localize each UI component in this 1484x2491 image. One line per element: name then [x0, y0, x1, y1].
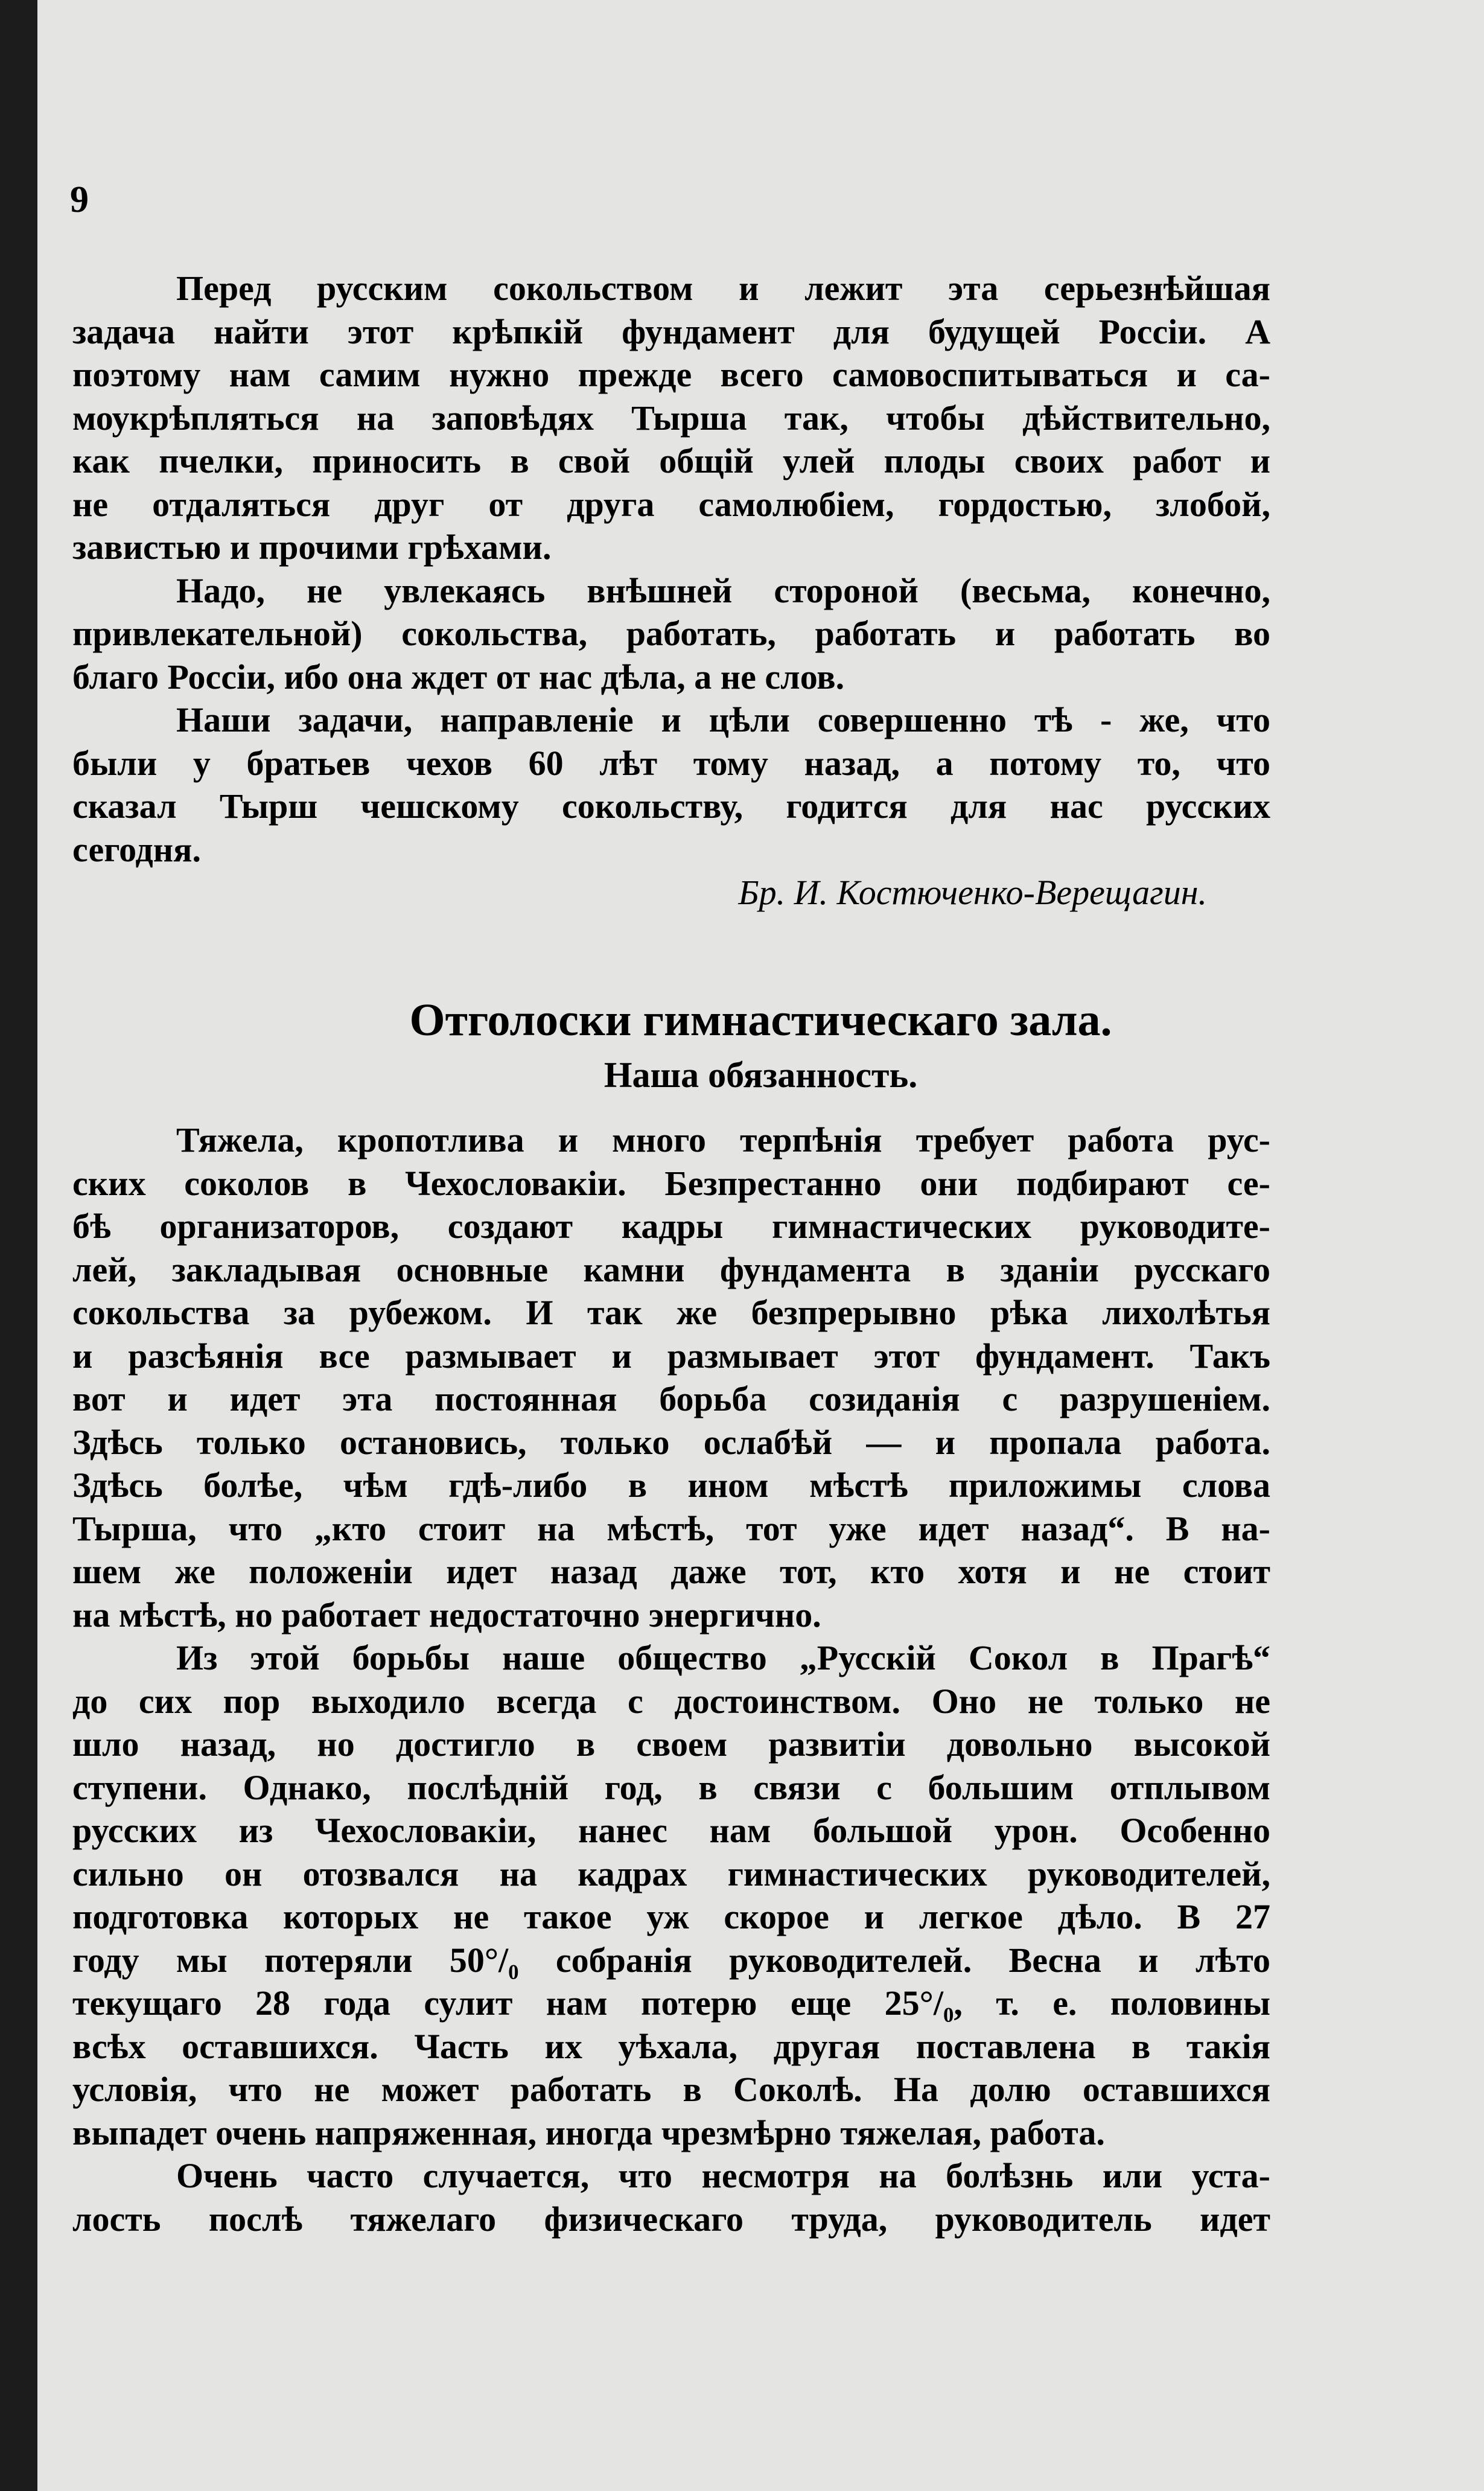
text-line: выпадет очень напряженная, иногда чрезмѣрно тяжелая, работа.: [72, 2113, 1105, 2152]
text-line: году мы потеряли 50°/₀ собранія руководителей. Весна и лѣто: [72, 1940, 1270, 1980]
text-line: до сих пор выходило всегда с достоинством. Оно не только не: [72, 1681, 1270, 1721]
paragraph: [72, 1636, 1270, 2154]
intro-article: [72, 267, 1270, 914]
page-number: 9: [70, 179, 89, 220]
text-line: условія, что не может работать в Соколѣ. На долю оставшихся: [72, 2070, 1270, 2109]
text-line: Очень часто случается, что несмотря на болѣзнь или уста-: [176, 2156, 1270, 2195]
text-line: Здѣсь только остановись, только ослабѣй — и пропала работа.: [72, 1422, 1270, 1462]
text-line: Надо, не увлекаясь внѣшней стороной (весьма, конечно,: [176, 570, 1270, 610]
text-line: ступени. Однако, послѣдній год, в связи с большим отплывом: [72, 1767, 1270, 1807]
text-line: сказал Тырш чешскому сокольству, годится для нас русских: [72, 786, 1270, 826]
text-line: Здѣсь болѣе, чѣм гдѣ-либо в ином мѣстѣ приложимы слова: [72, 1466, 1270, 1505]
text-line: моукрѣпляться на заповѣдях Тырша так, чтобы дѣйствительно,: [72, 398, 1270, 438]
text-line: всѣх оставшихся. Часть их уѣхала, другая поставлена в такія: [72, 2026, 1270, 2066]
text-line: шло назад, но достигло в своем развитіи довольно высокой: [72, 1724, 1270, 1764]
text-line: сокольства за рубежом. И так же безпрерывно рѣка лихолѣтья: [72, 1293, 1270, 1332]
text-line: подготовка которых не такое уж скорое и легкое дѣло. В 27: [72, 1897, 1270, 1936]
paragraph: [72, 2154, 1270, 2241]
section-title: Отголоски гимнастическаго зала.: [409, 995, 1112, 1045]
text-line: Наши задачи, направленіе и цѣли совершенно тѣ - же, что: [176, 700, 1270, 739]
text-line: бѣ организаторов, создают кадры гимнастических руководите-: [72, 1207, 1270, 1246]
text-line: завистью и прочими грѣхами.: [72, 528, 552, 567]
text-line: не отдаляться друг от друга самолюбіем, гордостью, злобой,: [72, 484, 1270, 524]
text-line: вот и идет эта постоянная борьба созиданія с разрушеніем.: [72, 1379, 1270, 1418]
text-line: поэтому нам самим нужно прежде всего самовоспитываться и са-: [72, 355, 1270, 394]
text-line: привлекательной) сокольства, работать, работать и работать во: [72, 614, 1270, 653]
text-line: Тырша, что „кто стоит на мѣстѣ, тот уже идет назад“. В на-: [72, 1508, 1270, 1548]
text-line: Перед русским сокольством и лежит эта серьезнѣйшая: [176, 269, 1270, 308]
text-line: задача найти этот крѣпкій фундамент для будущей Россіи. А: [72, 311, 1270, 351]
text-line: благо Россіи, ибо она ждет от нас дѣла, а не слов.: [72, 657, 845, 697]
paragraph: [72, 267, 1270, 569]
text-line: ских соколов в Чехословакіи. Безпрестанно они подбирают се-: [72, 1163, 1270, 1203]
text-line: русских из Чехословакіи, нанес нам большой урон. Особенно: [72, 1811, 1270, 1850]
text-line: сегодня.: [72, 829, 202, 869]
section-article: [72, 1118, 1270, 2241]
text-line: как пчелки, приносить в свой общій улей плоды своих работ и: [72, 441, 1270, 480]
author-signature: Бр. И. Костюченко-Верещагин.: [738, 873, 1207, 912]
text-line: лей, закладывая основные камни фундамента в зданіи русскаго: [72, 1249, 1270, 1289]
subsection-title: Наша обязанность.: [603, 1055, 918, 1095]
paragraph: [72, 698, 1270, 871]
text-line: были у братьев чехов 60 лѣт тому назад, а потому то, что: [72, 743, 1270, 783]
text-line: лость послѣ тяжелаго физическаго труда, руководитель идет: [72, 2199, 1270, 2239]
text-line: и разсѣянія все размывает и размывает этот фундамент. Такъ: [72, 1336, 1270, 1376]
text-line: сильно он отозвался на кадрах гимнастических руководителей,: [72, 1854, 1270, 1893]
text-line: Из этой борьбы наше общество „Русскій Сокол в Прагѣ“: [176, 1638, 1270, 1677]
paragraph: [72, 569, 1270, 699]
text-line: шем же положеніи идет назад даже тот, кто хотя и не стоит: [72, 1552, 1270, 1591]
text-line: текущаго 28 года сулит нам потерю еще 25°/₀, т. е. половины: [72, 1983, 1270, 2023]
paragraph: [72, 1118, 1270, 1636]
text-line: на мѣстѣ, но работает недостаточно энергично.: [72, 1595, 821, 1635]
text-line: Тяжела, кропотлива и много терпѣнія требует работа рус-: [176, 1120, 1270, 1159]
